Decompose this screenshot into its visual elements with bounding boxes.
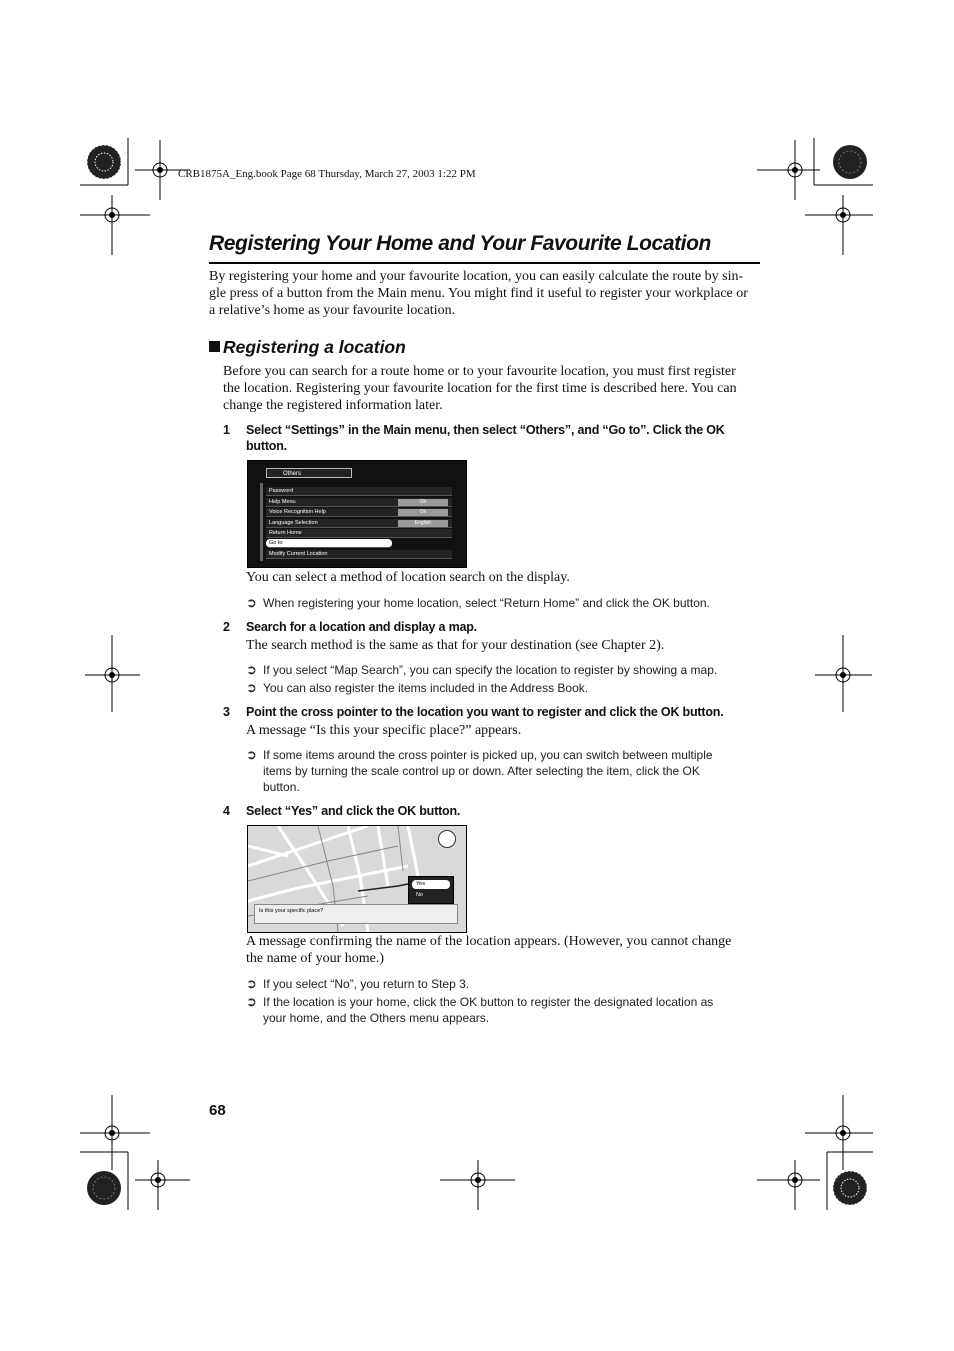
book-info: CRB1875A_Eng.book Page 68 Thursday, March 27, 2003 1:22 PM [178, 168, 476, 180]
compass-icon [438, 830, 456, 848]
note-arrow-icon: ➲ [246, 595, 257, 610]
step-result-text: You can select a method of location search on the display. [246, 570, 570, 585]
no-option: No [416, 892, 424, 898]
menu-header: Others [266, 468, 352, 478]
note: ➲ If the location is your home, click the OK button to register the designated location as your home, and the Others menu appears. [246, 994, 714, 1025]
note: ➲ If some items around the cross pointer is picked up, you can switch between multiple items by turning the scale control up or down. After selecting the item, click the OK button. [246, 747, 713, 794]
intro-paragraph: By registering your home and your favourite location, you can easily calculate the route by sin- gle press of a button from the Main menu. You might find it useful to register your workplace or a relative’s home as your favourite location. [209, 269, 748, 318]
page-title: Registering Your Home and Your Favourite Location [209, 232, 711, 255]
menu-row: Language Selection English [266, 519, 452, 528]
confirm-message: Is this your specific place? [254, 904, 458, 924]
section-paragraph: Before you can search for a route home or to your favourite location, you must first register the location. Registering your favourite location for the first time is described here. You can change the registered information later. [223, 364, 737, 413]
note: ➲ You can also register the items included in the Address Book. [246, 680, 589, 695]
step-number: 4 [223, 804, 230, 818]
step-number: 3 [223, 705, 230, 719]
note-arrow-icon: ➲ [246, 747, 257, 762]
title-divider [209, 262, 760, 264]
section-heading: Registering a location [209, 337, 406, 358]
menu-row: Modify Current Location [266, 550, 452, 559]
step-number: 1 [223, 423, 230, 437]
others-menu-screenshot [247, 460, 467, 568]
yes-no-menu [408, 876, 454, 904]
note: ➲ When registering your home location, select “Return Home” and click the OK button. [246, 595, 710, 610]
note: ➲ If you select “Map Search”, you can specify the location to register by showing a map. [246, 662, 718, 677]
menu-row-selected: Go to [266, 539, 392, 548]
step-number: 2 [223, 620, 230, 634]
step-instruction: Search for a location and display a map. [246, 620, 477, 634]
step-result-text: The search method is the same as that for your destination (see Chapter 2). [246, 638, 665, 653]
step-result-text: A message confirming the name of the location appears. (However, you cannot change the name of your home.) [246, 934, 732, 966]
note: ➲ If you select “No”, you return to Step 3. [246, 976, 470, 991]
note-arrow-icon: ➲ [246, 662, 257, 677]
step-result-text: A message “Is this your specific place?” appears. [246, 723, 522, 738]
menu-row: Help Menu On [266, 498, 452, 507]
map-confirm-screenshot [247, 825, 467, 933]
note-arrow-icon: ➲ [246, 976, 257, 991]
note-arrow-icon: ➲ [246, 994, 257, 1009]
step-instruction: Point the cross pointer to the location you want to register and click the OK button. [246, 705, 724, 719]
step-instruction: Select “Settings” in the Main menu, then select “Others”, and “Go to”. Click the OK button. [246, 423, 725, 453]
scrollbar [260, 483, 263, 561]
page-number: 68 [209, 1102, 226, 1119]
yes-option: Yes [412, 880, 450, 889]
square-bullet-icon [209, 341, 220, 352]
menu-row: Return Home [266, 529, 452, 538]
menu-row: Password [266, 487, 452, 496]
menu-row: Voice Recognition Help On [266, 508, 452, 517]
note-arrow-icon: ➲ [246, 680, 257, 695]
step-instruction: Select “Yes” and click the OK button. [246, 804, 461, 818]
